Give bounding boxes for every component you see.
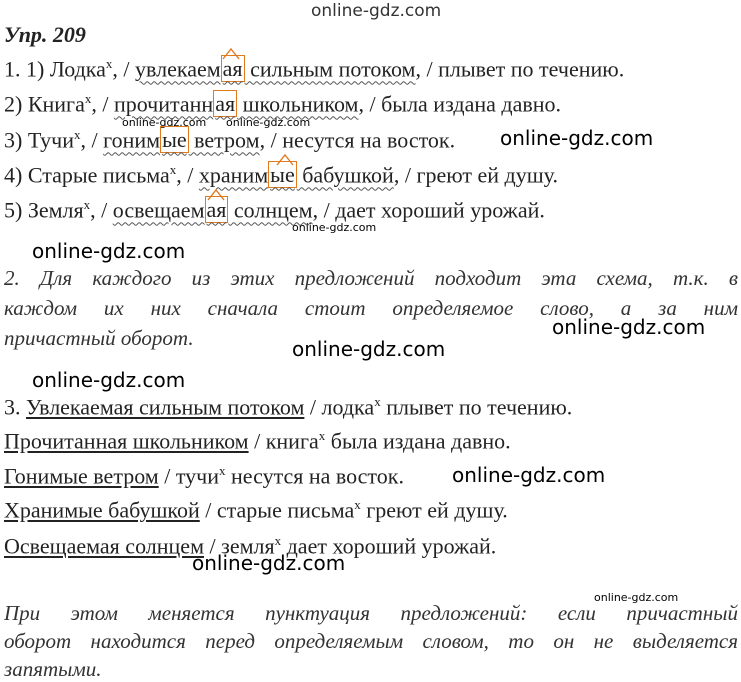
part2-line-1: 2. Для каждого из этих предложений подходит эта схема, т.к. в [4, 266, 738, 290]
participle-dependent: солнцем [228, 197, 313, 223]
conclusion-line-3: запятыми. [4, 657, 102, 681]
separator: , / [90, 197, 113, 223]
defined-noun: Книга [27, 91, 85, 117]
participle-stem: гоним [103, 127, 161, 153]
participle-phrase [114, 90, 359, 117]
watermark: online-gdz.com [311, 1, 442, 21]
conclusion-line-1: При этом меняется пунктуация предложений: если причастный [4, 601, 738, 625]
predicate-text: греют ей душу. [360, 497, 508, 523]
separator: / [199, 497, 217, 523]
separator: , / [358, 91, 382, 117]
noun-mark: x [83, 197, 91, 212]
part1-prefix: 1. [4, 56, 21, 82]
exercise-title: Упр. 209 [4, 22, 86, 47]
defined-noun: Лодка [49, 56, 106, 82]
item-number: 3) [4, 127, 23, 153]
noun-mark: x [74, 127, 81, 142]
separator: / [204, 533, 222, 559]
watermark: online-gdz.com [500, 126, 654, 150]
separator: / [304, 394, 322, 420]
part1-line-3 [4, 127, 455, 153]
predicate-text: несутся на восток. [282, 127, 456, 153]
predicate-text: плывет по течению. [438, 56, 625, 82]
participle-ending: ые [162, 127, 187, 153]
participle-phrase [199, 161, 394, 188]
separator: , / [312, 197, 336, 223]
watermark: online-gdz.com [594, 591, 679, 604]
separator: , / [80, 127, 104, 153]
watermark: online-gdz.com [292, 221, 377, 234]
participle-phrase [135, 55, 415, 82]
noun-mark: x [354, 497, 361, 512]
watermark: online-gdz.com [552, 315, 706, 339]
part3-line-3 [4, 463, 404, 489]
participle-phrase [103, 126, 259, 153]
part3-line-1 [4, 394, 572, 420]
item-number: 5) [4, 197, 23, 223]
participle-phrase: Увлекаемая сильным потоком [26, 394, 305, 420]
predicate-text: плывет по течению. [380, 394, 573, 420]
separator: , / [259, 127, 283, 153]
watermark: online-gdz.com [32, 239, 186, 263]
participle-ending: ая [222, 56, 243, 82]
part2-line-3: причастный оборот. [4, 326, 194, 350]
defined-noun: лодка [321, 394, 375, 420]
watermark: online-gdz.com [226, 116, 311, 129]
defined-noun: Старые письма [27, 162, 170, 188]
participle-stem: прочитанн [113, 91, 214, 117]
suffix-caret [276, 154, 294, 166]
participle-phrase: Прочитанная школьником [4, 428, 249, 454]
item-number: 2) [4, 91, 23, 117]
noun-mark: x [169, 162, 177, 177]
suffix-caret [207, 189, 225, 201]
participle-dependent: сильным потоком [244, 56, 416, 82]
watermark: online-gdz.com [122, 116, 207, 129]
participle-ending: ая [206, 197, 227, 223]
separator: , / [415, 56, 439, 82]
participle-phrase: Освещаемая солнцем [4, 533, 204, 559]
predicate-text: дает хороший урожай. [335, 197, 545, 223]
defined-noun: книга [265, 428, 319, 454]
defined-noun: земля [221, 533, 275, 559]
predicate-text: несутся на восток. [225, 463, 404, 489]
noun-mark: x [274, 533, 282, 548]
noun-mark: x [374, 394, 381, 409]
part3-line-4 [4, 497, 508, 523]
noun-mark: x [318, 428, 326, 443]
noun-mark: x [105, 56, 113, 71]
participle-phrase: Хранимые бабушкой [4, 497, 200, 523]
defined-noun: тучи [175, 463, 220, 489]
separator: , / [176, 162, 199, 188]
predicate-text: была издана давно. [325, 428, 511, 454]
predicate-text: дает хороший урожай. [281, 533, 497, 559]
participle-phrase: Гонимые ветром [4, 463, 159, 489]
separator: / [158, 463, 176, 489]
watermark: online-gdz.com [292, 337, 446, 361]
part1-line-5 [4, 197, 545, 223]
participle-ending: ая [215, 91, 236, 117]
defined-noun: старые письма [216, 497, 355, 523]
participle-dependent: ветром [188, 127, 260, 153]
part1-line-2 [4, 91, 561, 117]
part3-line-5 [4, 533, 496, 559]
item-number: 4) [4, 162, 23, 188]
separator: / [248, 428, 266, 454]
participle-stem: увлекаем [135, 56, 221, 82]
item-number: 1) [26, 56, 45, 82]
separator: , / [91, 91, 114, 117]
defined-noun: Тучи [27, 127, 75, 153]
participle-dependent: бабушкой [296, 162, 394, 188]
part1-line-1 [4, 56, 624, 82]
suffix-caret [222, 48, 240, 60]
watermark: online-gdz.com [32, 368, 186, 392]
separator: , / [393, 162, 417, 188]
part3-prefix: 3. [4, 394, 21, 420]
noun-mark: x [84, 91, 92, 106]
predicate-text: греют ей душу. [416, 162, 558, 188]
part3-line-2 [4, 428, 511, 454]
participle-stem: освещаем [112, 197, 205, 223]
watermark: online-gdz.com [192, 551, 346, 575]
conclusion-line-2: оборот находится перед определяемым словом, то он не выделяется [4, 629, 738, 653]
participle-stem: храним [198, 162, 269, 188]
part2-line-2: каждом их них сначала стоит определяемое слово, а за ним [4, 296, 738, 320]
separator: , / [112, 56, 136, 82]
noun-mark: x [219, 463, 226, 478]
predicate-text: была издана давно. [381, 91, 561, 117]
participle-dependent: школьником [237, 91, 359, 117]
participle-ending: ые [270, 162, 295, 188]
watermark: online-gdz.com [452, 463, 606, 487]
defined-noun: Земля [27, 197, 84, 223]
